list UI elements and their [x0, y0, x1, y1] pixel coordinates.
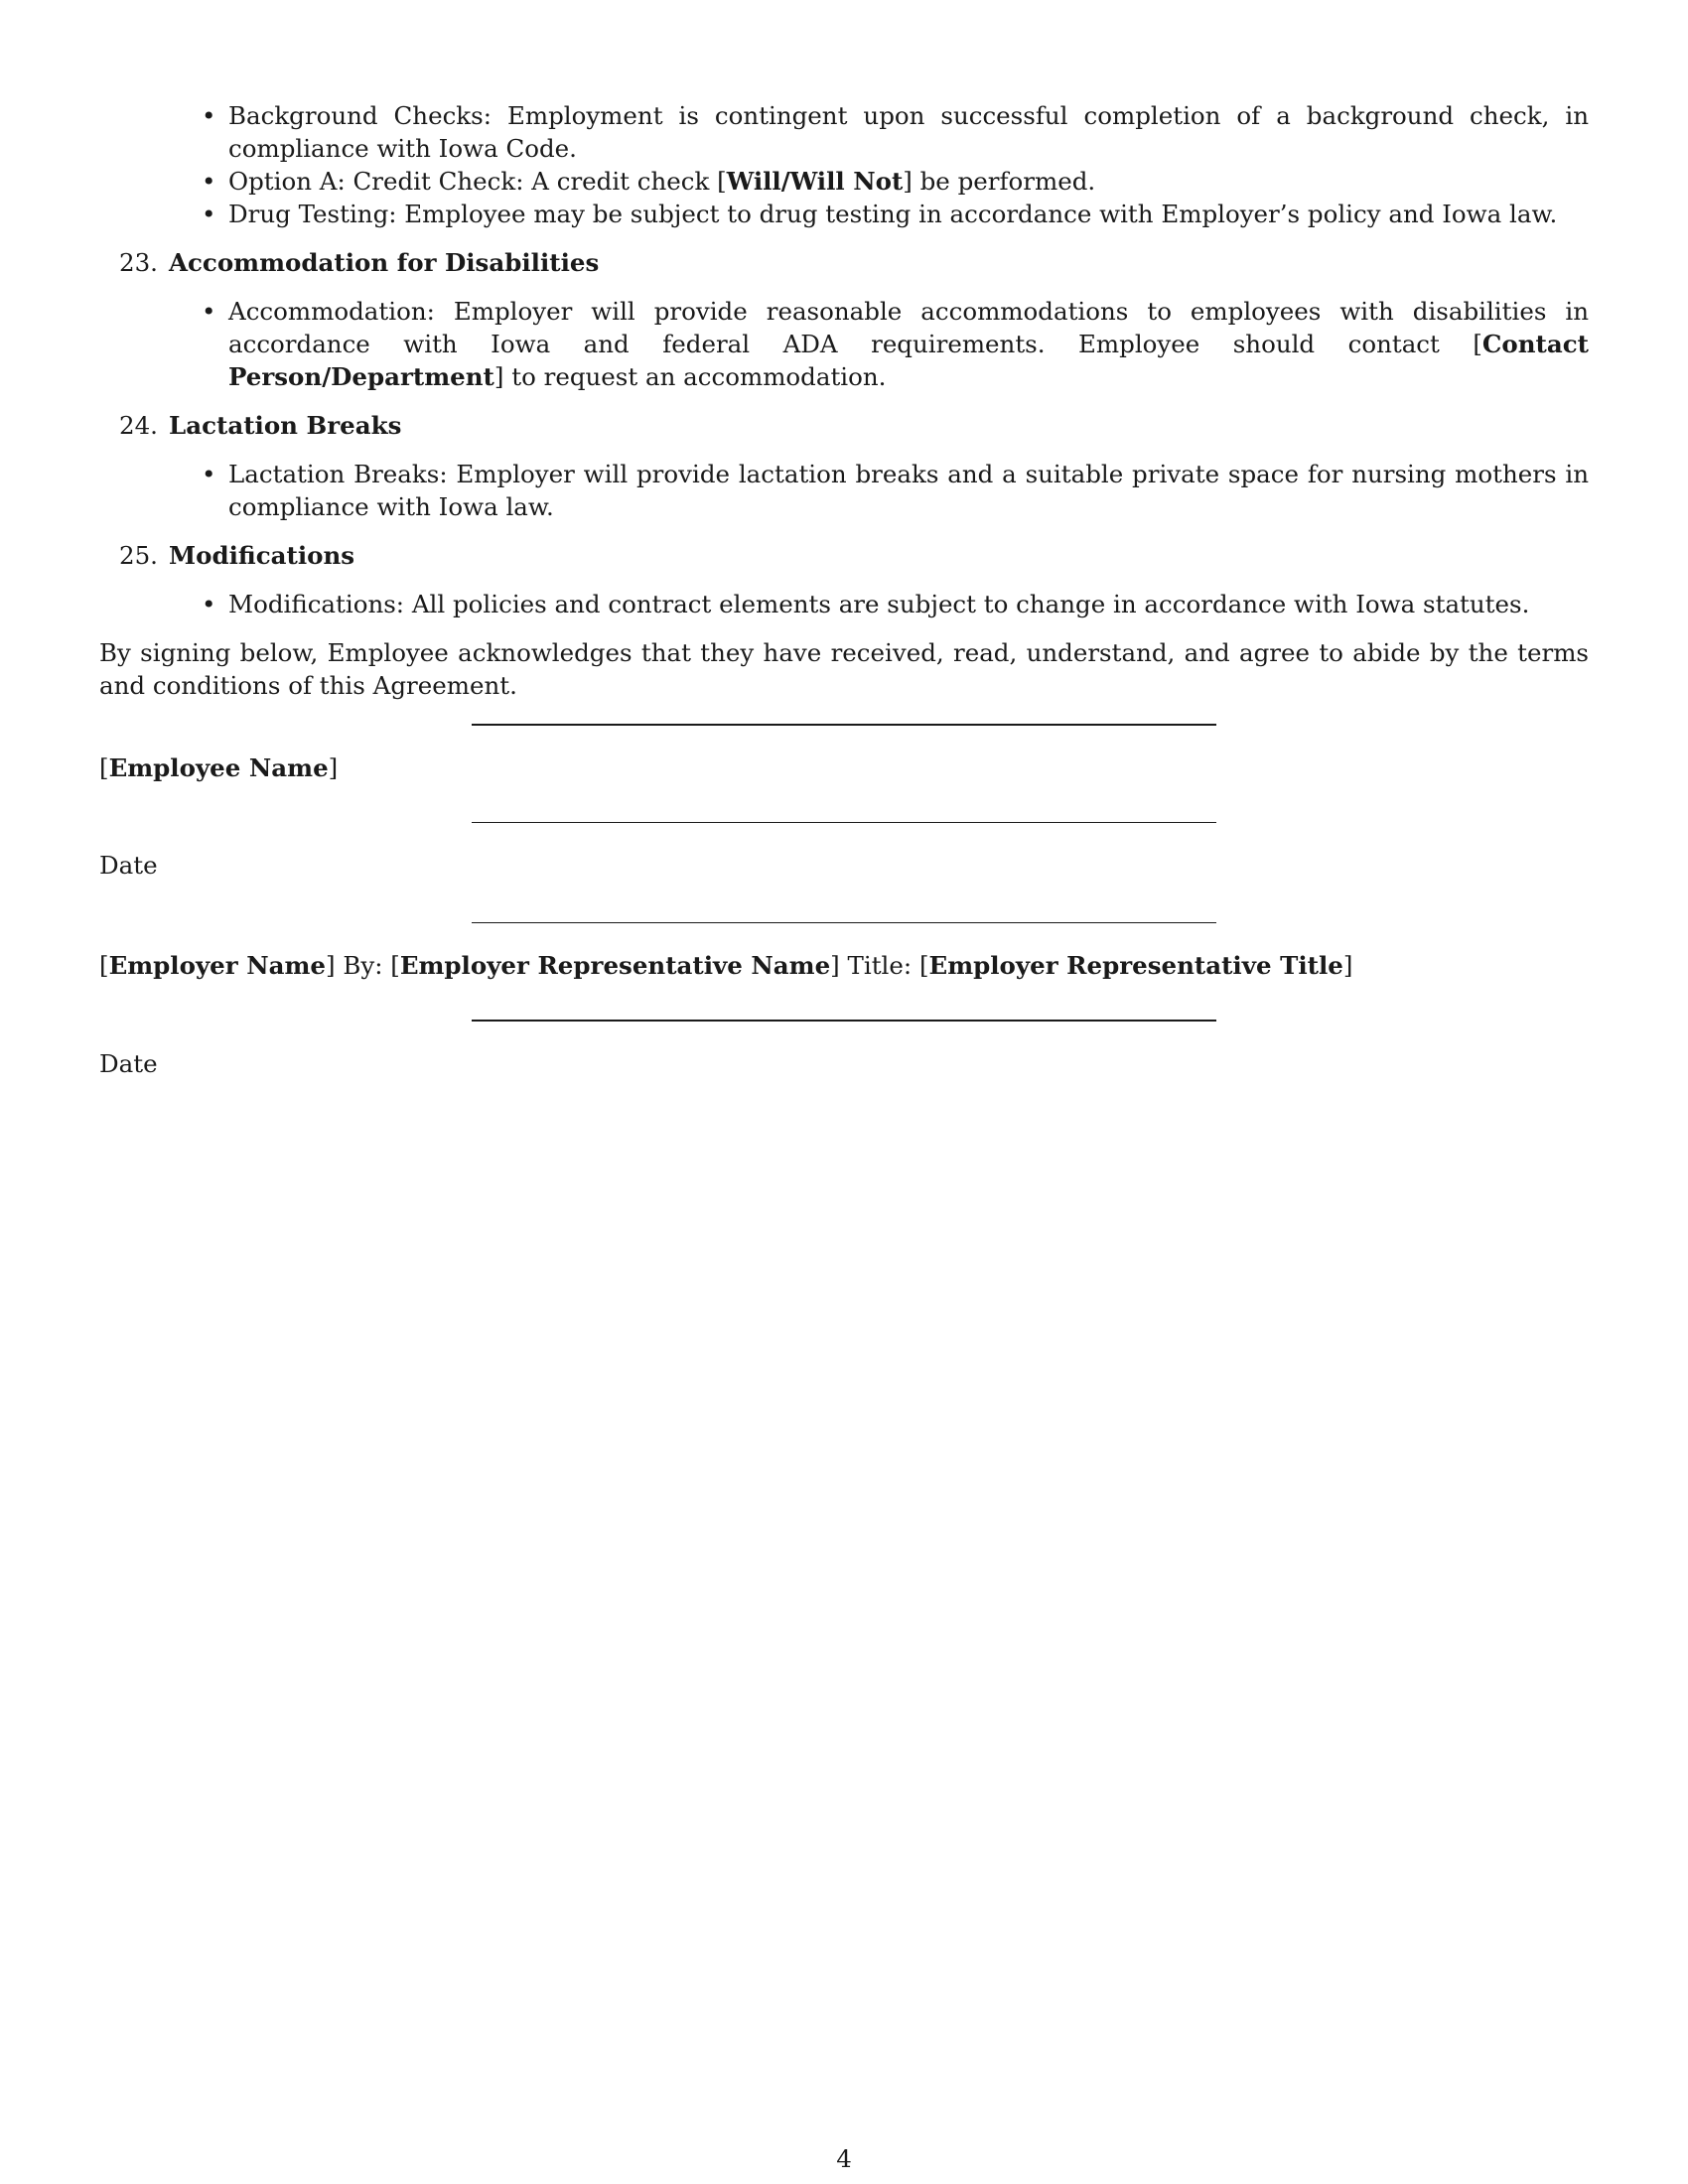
bullet-list-top	[99, 99, 1589, 230]
date-label: Date	[99, 851, 158, 880]
list-item-credit-check: • Option A: Credit Check: A credit check [Will/Will Not] be performed.	[228, 165, 1589, 198]
employee-signature-block	[99, 710, 1589, 809]
employer-date-block	[99, 1006, 1589, 1105]
date-label: Date	[99, 1049, 158, 1078]
page-number: 4	[836, 2144, 852, 2173]
list-item-background-checks: • Background Checks: Employment is contingent upon successful completion of a background check, in compliance with Iowa Code.	[228, 99, 1589, 165]
employer-rep-title: Employer Representative Title	[928, 951, 1343, 980]
employee-signature-line[interactable]	[472, 724, 1216, 726]
list-item-drug-testing: • Drug Testing: Employee may be subject to drug testing in accordance with Employer’s policy and Iowa law.	[228, 198, 1589, 230]
list-item-lactation: • Lactation Breaks: Employer will provide lactation breaks and a suitable private space for nursing mothers in compliance with Iowa law.	[228, 458, 1589, 523]
employee-date-line[interactable]	[472, 822, 1216, 823]
bullet-list-23	[99, 295, 1589, 393]
acknowledgment-paragraph: By signing below, Employee acknowledges that they have received, read, understand, and agree to abide by the terms and conditions of this Agreement.	[99, 638, 1589, 700]
employer-signature-label: [Employer Name] By: [Employer Representative Name] Title: [Employer Representative Title]	[99, 951, 1353, 980]
placeholder-contact-person: Contact Person/Department	[228, 330, 1589, 391]
employee-name-label: [Employee Name]	[99, 753, 339, 782]
section-title: Lactation Breaks	[169, 411, 402, 440]
list-item-modifications: • Modifications: All policies and contract elements are subject to change in accordance with Iowa statutes.	[228, 588, 1589, 620]
bullet-list-24	[99, 458, 1589, 523]
section-number: 25.	[119, 541, 158, 570]
document-page	[99, 99, 1589, 1105]
employer-signature-line[interactable]	[472, 922, 1216, 923]
section-title: Accommodation for Disabilities	[169, 248, 600, 277]
section-number: 23.	[119, 248, 158, 277]
section-heading-23	[99, 246, 1589, 279]
section-title: Modifications	[169, 541, 355, 570]
list-item-accommodation: • Accommodation: Employer will provide reasonable accommodations to employees with disabilities in accordance with Iowa and federal ADA requirements. Employee should contact [Contact Person/Department] to request an accommodation.	[228, 295, 1589, 393]
employer-date-line[interactable]	[472, 1020, 1216, 1022]
bullet-list-25	[99, 588, 1589, 620]
employer-rep-name: Employer Representative Name	[399, 951, 831, 980]
section-heading-24	[99, 409, 1589, 442]
employee-date-block	[99, 809, 1589, 908]
employer-signature-block	[99, 908, 1589, 1006]
placeholder-will-will-not: Will/Will Not	[726, 167, 904, 196]
employer-name: Employer Name	[108, 951, 326, 980]
section-number: 24.	[119, 411, 158, 440]
section-heading-25	[99, 539, 1589, 572]
